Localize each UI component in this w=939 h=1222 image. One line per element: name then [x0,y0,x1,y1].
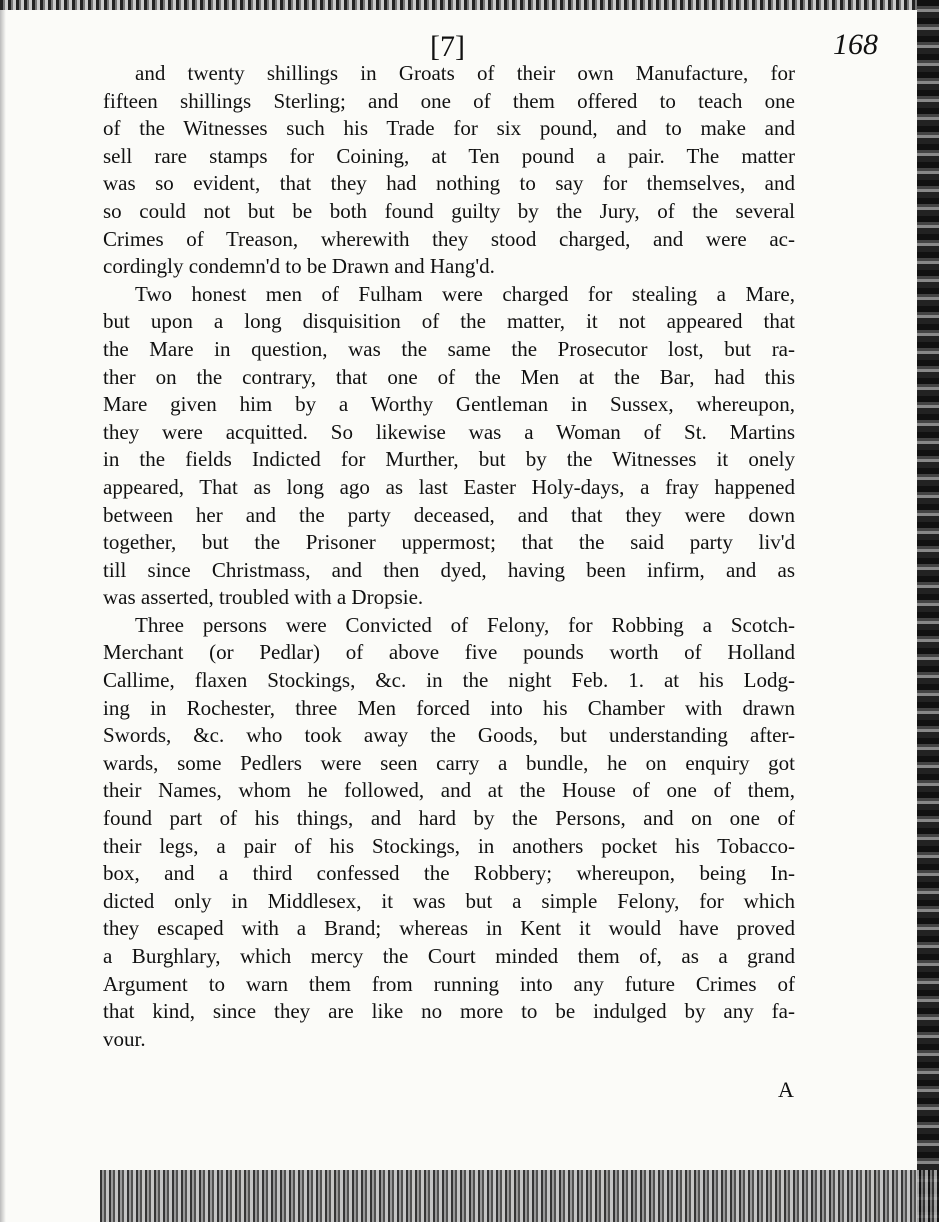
text-line: ing in Rochester, three Men forced into his Chamber with drawn [103,695,795,720]
text-line: that kind, since they are like no more to be indulged by any fa- [103,999,795,1024]
scan-right-edge [917,0,939,1222]
text-line: Mare given him by a Worthy Gentleman in Sussex, whereupon, [103,392,795,417]
text-line: sell rare stamps for Coining, at Ten pound a pair. The matter [103,143,795,168]
text-line: Swords, &c. who took away the Goods, but understanding after- [103,723,795,748]
text-line: appeared, That as long ago as last Easter Holy-days, a fray happened [103,474,795,499]
text-line: was so evident, that they had nothing to say for themselves, and [103,171,795,196]
text-line: a Burghlary, which mercy the Court minded them of, as a grand [103,944,795,968]
text-line: they were acquitted. So likewise was a Woman of St. Martins [103,419,795,444]
scan-bottom-edge [100,1170,939,1222]
text-line: Merchant (or Pedlar) of above five pounds worth of Holland [103,640,795,665]
text-line: Callime, flaxen Stockings, &c. in the night Feb. 1. at his Lodg- [103,668,795,693]
text-line: Crimes of Treason, wherewith they stood charged, and were ac- [103,226,795,251]
page-number: [7] [430,30,465,63]
body-text [103,60,795,1053]
text-line: Argument to warn them from running into any future Crimes of [103,971,795,996]
text-line: so could not but be both found guilty by the Jury, of the several [103,198,795,223]
page-left-edge [0,0,6,1222]
text-line: Two honest men of Fulham were charged for stealing a Mare, [135,281,795,306]
text-line: they escaped with a Brand; whereas in Kent it would have proved [103,916,795,941]
text-line: the Mare in question, was the same the Prosecutor lost, but ra- [103,336,795,361]
text-line: and twenty shillings in Groats of their own Manufacture, for [135,61,795,85]
text-line: till since Christmass, and then dyed, having been infirm, and as [103,557,795,582]
text-line: vour. [103,1026,146,1051]
text-line: their legs, a pair of his Stockings, in anothers pocket his Tobacco- [103,833,795,858]
text-line: dicted only in Middlesex, it was but a simple Felony, for which [103,888,795,913]
text-line: fifteen shillings Sterling; and one of them offered to teach one [103,88,795,113]
text-line: wards, some Pedlers were seen carry a bundle, he on enquiry got [103,750,795,775]
text-line: found part of his things, and hard by the Persons, and on one of [103,806,795,831]
text-line: box, and a third confessed the Robbery; whereupon, being In- [103,861,795,886]
text-line: their Names, whom he followed, and at the House of one of them, [103,778,795,803]
text-line: cordingly condemn'd to be Drawn and Hang'd. [103,254,495,279]
text-line: of the Witnesses such his Trade for six pound, and to make and [103,116,795,141]
text-line: but upon a long disquisition of the matter, it not appeared that [103,309,795,334]
text-line: Three persons were Convicted of Felony, for Robbing a Scotch- [135,612,795,637]
text-line: ther on the contrary, that one of the Men at the Bar, had this [103,364,795,389]
text-line: in the fields Indicted for Murther, but by the Witnesses it onely [103,447,795,472]
text-line: together, but the Prisoner uppermost; that the said party liv'd [103,530,795,555]
text-line: between her and the party deceased, and that they were down [103,502,795,527]
text-line: was asserted, troubled with a Dropsie. [103,585,424,610]
catchword: A [778,1077,794,1102]
scan-top-edge [0,0,939,10]
folio-number: 168 [833,28,878,61]
